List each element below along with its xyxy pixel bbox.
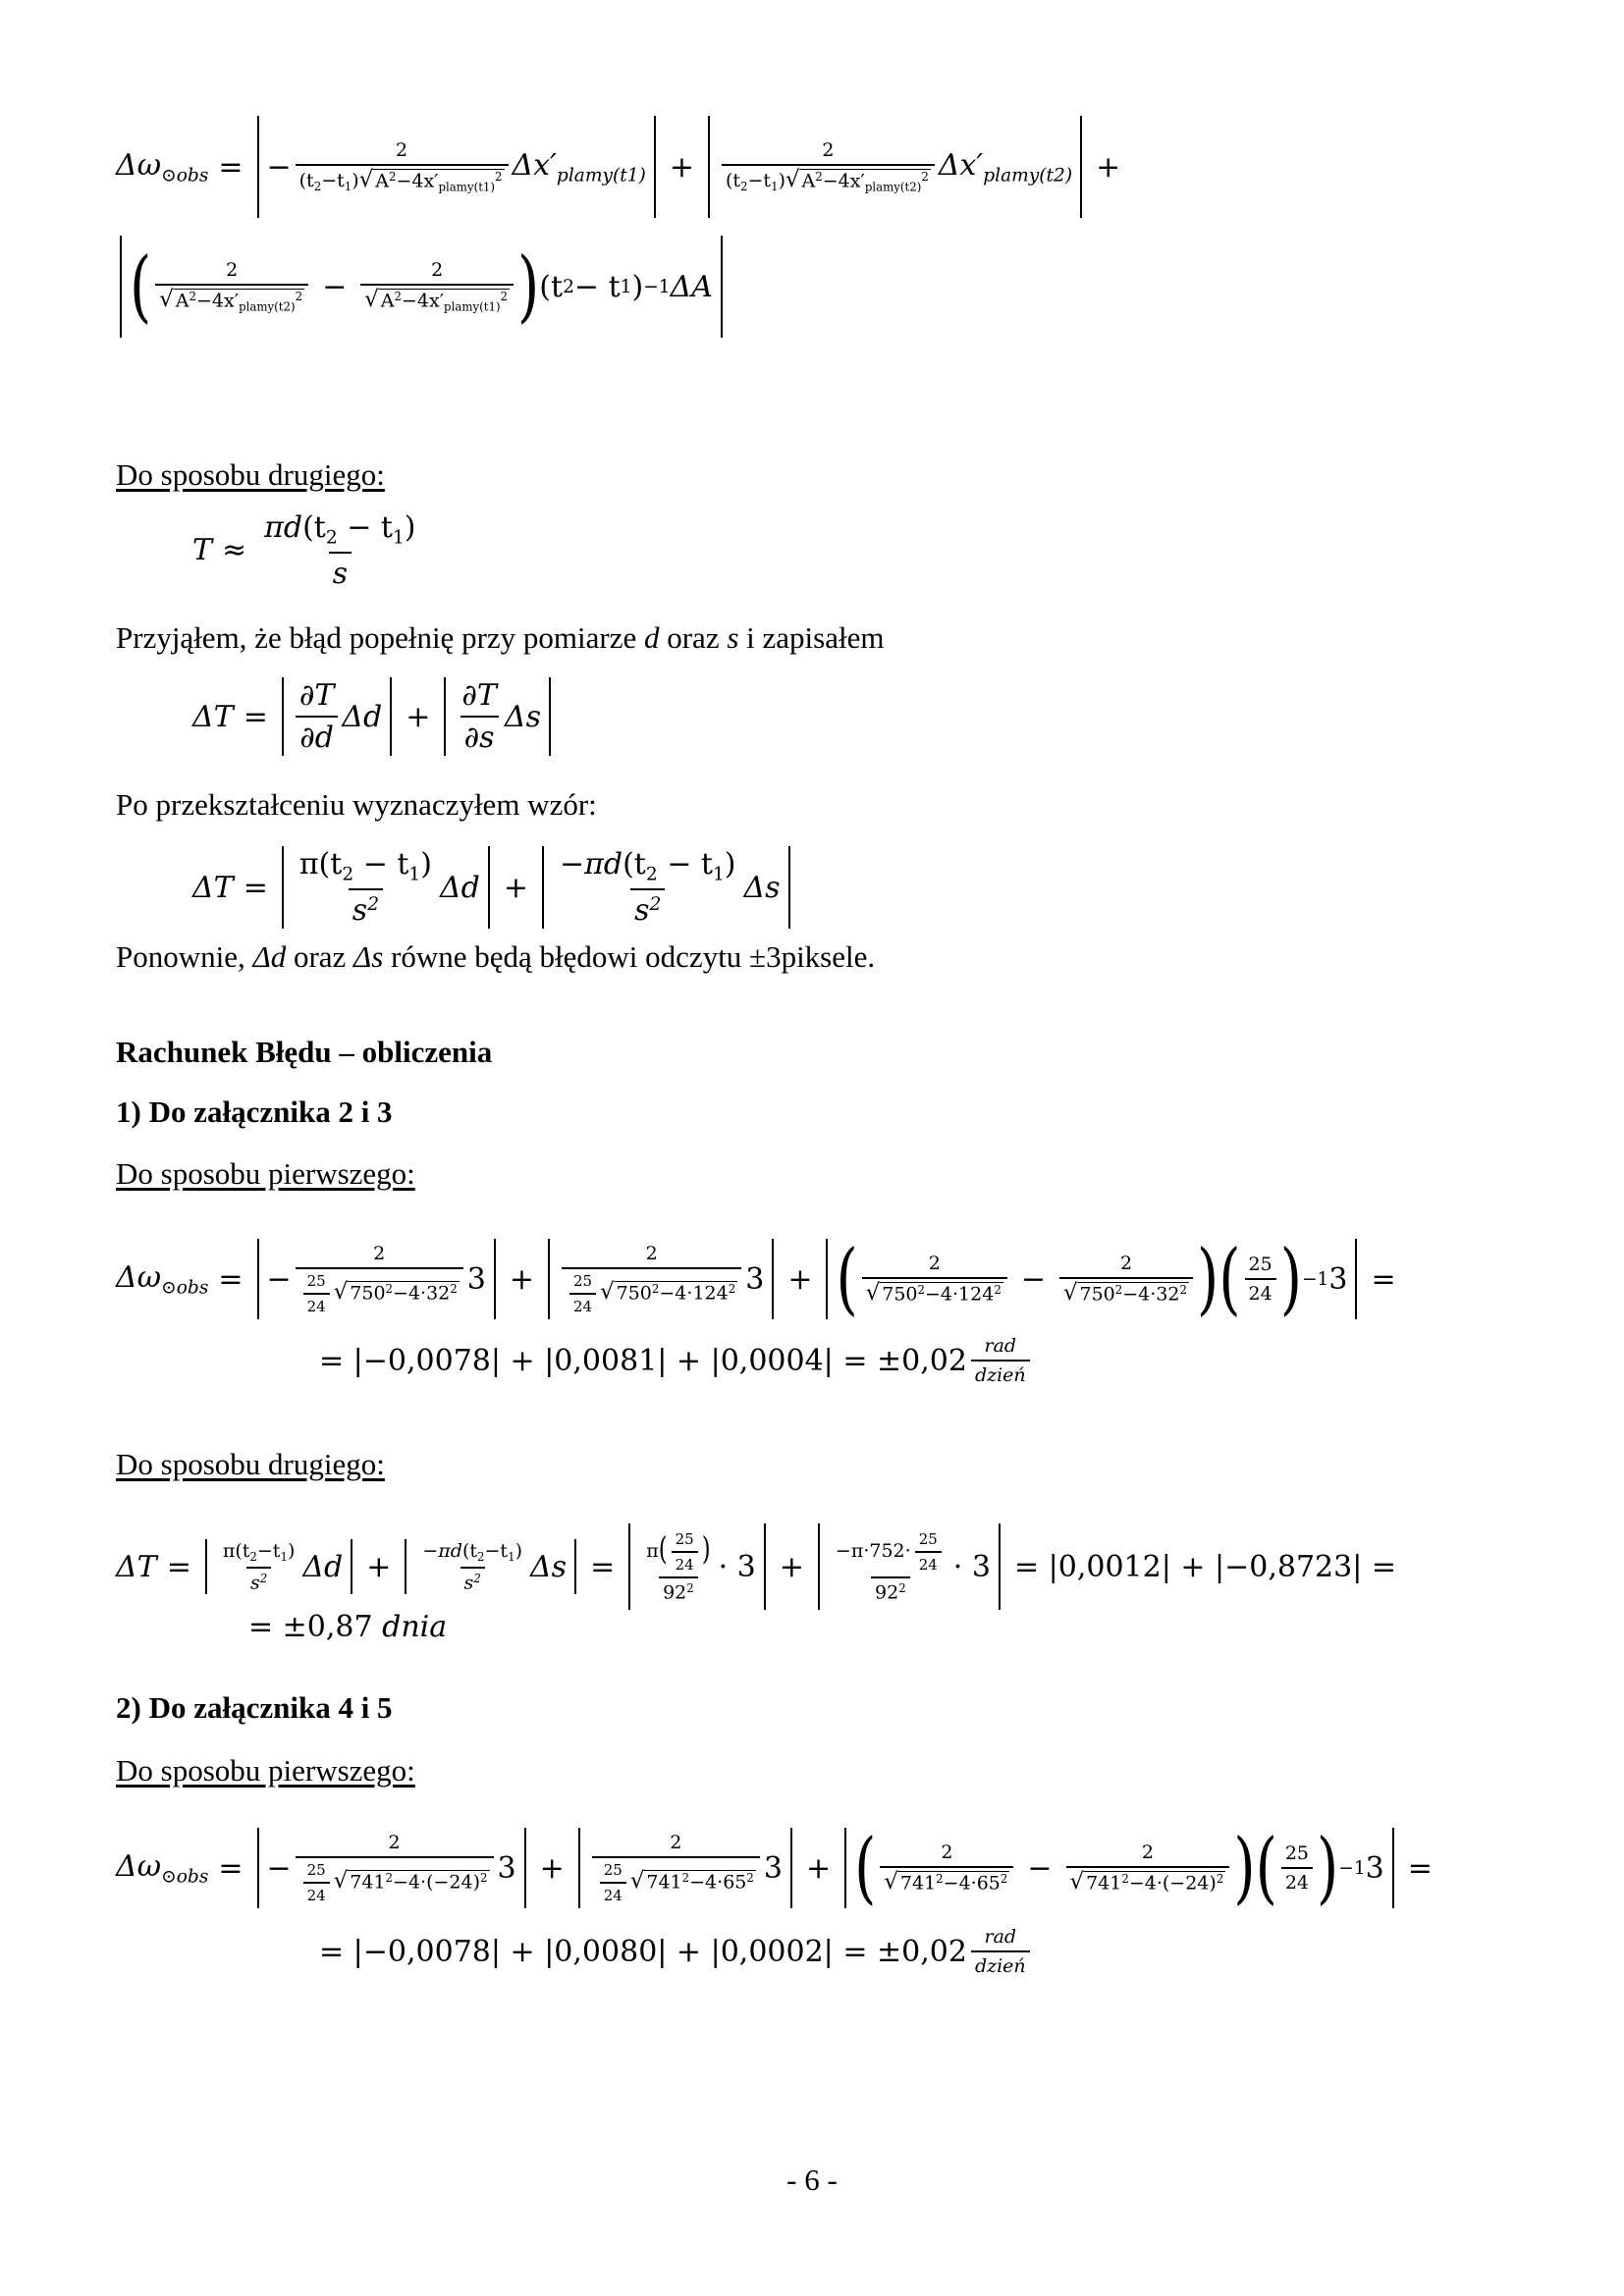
assumption-var-d: d: [643, 620, 660, 655]
again-delta-s: Δs: [353, 939, 384, 974]
attachment-1-heading: 1) Do załącznika 2 i 3: [116, 1095, 393, 1129]
result-line-1: [319, 1335, 1034, 1386]
assumption-var-s: s: [727, 620, 739, 655]
first-method-heading-1: Do sposobu pierwszego:: [116, 1156, 415, 1191]
formula-delta-T-numeric: ΔT = $\frac{\pi(t_2-t_1)}{s^2}$ Δd + $\frac{-\pi d(t_2-t_1)}{s^2}$ Δs = π( $\frac{25}{24}$ ) $92^2$ · 3 + −π·752· $\frac{25}{24}$ $92^2$ · 3 = |0,0012| + |−0,8723| =: [116, 1523, 1406, 1610]
formula-delta-T-partial: ΔT = $\frac{\partial T}{\partial d}$ Δd + $\frac{\partial T}{\partial s}$ Δs: [192, 677, 555, 756]
second-method-heading-1: Do sposobu drugiego:: [116, 1447, 385, 1481]
formula-period-approx: T ≈ $\frac{\pi d(t_2 - t_1)}{s}$: [192, 510, 416, 591]
result-1-text: = |−0,0078| + |0,0081| + |0,0004| = ±0,02: [319, 1343, 967, 1378]
again-and: oraz: [293, 939, 347, 974]
result-line-2: [319, 1926, 1034, 1977]
assumption-text: Przyjąłem, że błąd popełnię przy pomiarze: [116, 620, 637, 655]
formula-delta-omega-general: $\Delta\omega_{⊙obs}$ = − 2 $(t_2-t_1)$ √ $A^2-4x'_{plamy(t1)}^2$ $\Delta x'_{plamy(t1)}$ + 2 $(t_2-t_1)$ √ $A^2-4x'_{plamy(t2)}^2$ $\Delta x'_{plamy(t2)}$ + ( 2 √ $A^2-4x'_{plamy(t2)}^2$ − 2 √ $A^2-4x'_{plamy(t1)}^2$ ) (t 2 − t 1 ) −1 ΔA: [116, 116, 1130, 338]
second-method-heading: Do sposobu drugiego:: [116, 457, 385, 492]
result-2-text: = |−0,0078| + |0,0080| + |0,0002| = ±0,02: [319, 1934, 967, 1969]
unit-rad-per-day-2: $\frac{\text{rad}}{\text{dzień}}$: [971, 1926, 1030, 1977]
page-number: - 6 -: [786, 2163, 838, 2197]
error-calc-heading: Rachunek Błędu – obliczenia: [116, 1035, 493, 1069]
unit-rad-per-day-1: $\frac{\text{rad}}{\text{dzień}}$: [971, 1335, 1030, 1386]
again-paragraph: [116, 937, 875, 977]
again-delta-d: Δd: [252, 939, 287, 974]
assumption-end: i zapisałem: [746, 620, 885, 655]
first-method-heading-2: Do sposobu pierwszego:: [116, 1753, 415, 1788]
assumption-and: oraz: [667, 620, 720, 655]
again-end: równe będą błędowi odczytu ±3piksele.: [391, 939, 876, 974]
result-T-unit: dnia: [382, 1610, 448, 1644]
result-T-value: = ±0,87: [248, 1610, 373, 1644]
formula-delta-omega-numeric-2: $\Delta\omega_{⊙obs}$ = − 2 $\frac{25}{24}$ √ $741^2-4\cdot(-24)^2$ 3 + 2 $\frac{25}{24}$ √ $741^2-4\cdot 65^2$ 3 + ( 2 √ $741^2-4\cdot 65^2$ − 2 √ $741^2-4\cdot(-24)^2$ ) ( $\frac{25}{24}$ ) −1 3 =: [116, 1822, 1433, 1913]
again-lead: Ponownie,: [116, 939, 245, 974]
result-T-mid: = |0,0012| + |−0,8723| =: [1013, 1549, 1397, 1584]
formula-delta-T-expanded: ΔT = $\frac{\pi(t_2 - t_1)}{s^2}$ Δd + $\frac{-\pi d(t_2 - t_1)}{s^2}$ Δs: [192, 846, 794, 929]
assumption-paragraph: [116, 618, 884, 658]
formula-delta-omega-numeric-1: $\Delta\omega_{⊙obs}$ = − 2 $\frac{25}{24}$ √ $750^2-4\cdot 32^2$ 3 + 2 $\frac{25}{24}$ √ $750^2-4\cdot 124^2$ 3 + ( 2 √ $750^2-4\cdot 124^2$ − 2 √ $750^2-4\cdot 32^2$ ) ( $\frac{25}{24}$ ) −1 3 =: [116, 1233, 1396, 1324]
transform-paragraph: Po przekształceniu wyznaczyłem wzór:: [116, 787, 597, 822]
attachment-2-heading: 2) Do załącznika 4 i 5: [116, 1690, 393, 1725]
result-T-final: [248, 1610, 447, 1644]
